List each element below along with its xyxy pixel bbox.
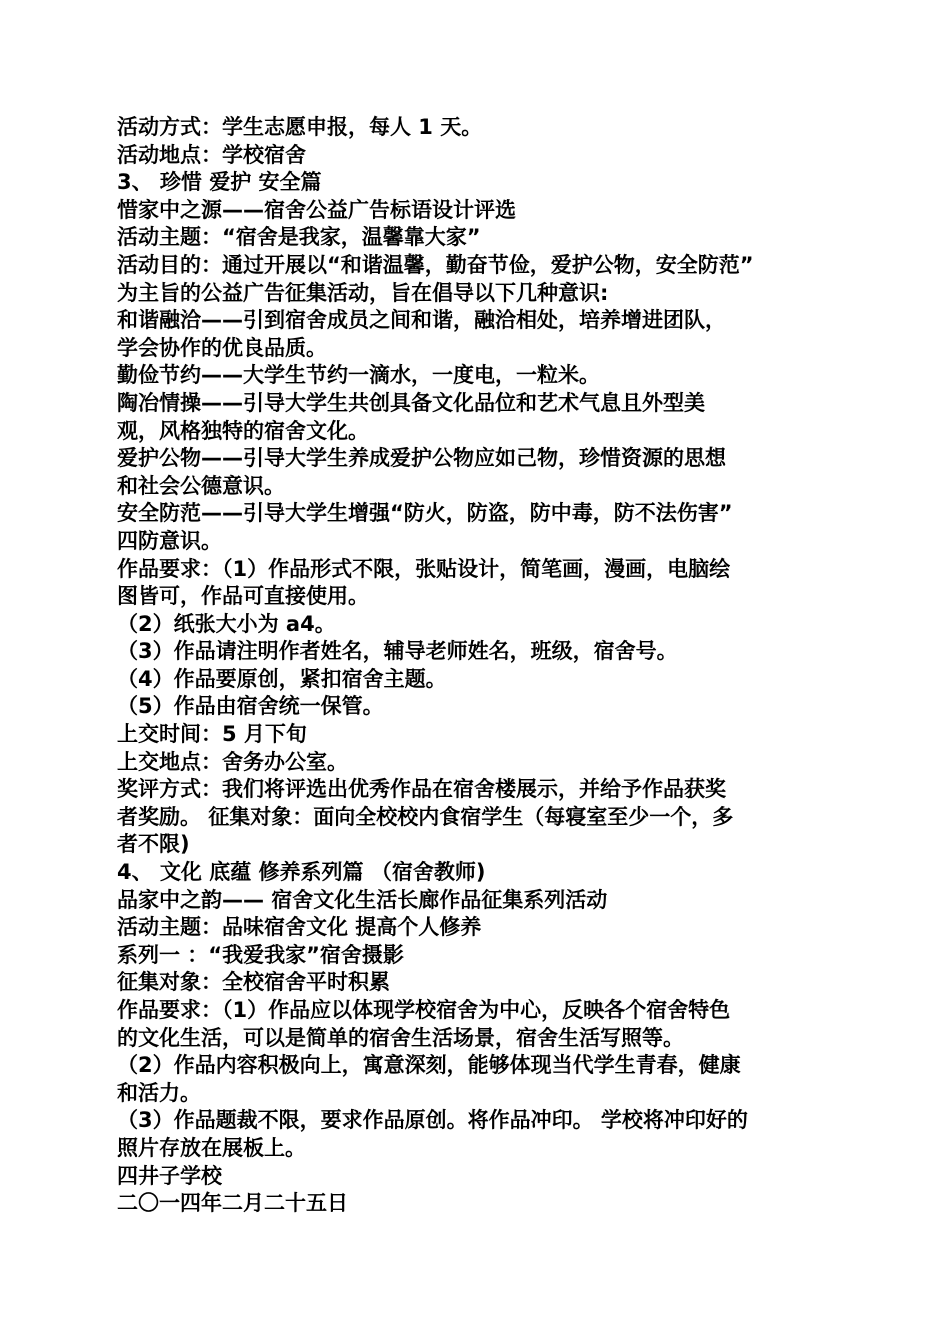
text-line: 作品要求：（1）作品应以体现学校宿舍为中心，反映各个宿舍特色 <box>117 998 731 1022</box>
text-line: 上交时间：5 月下旬 <box>117 722 307 747</box>
text-line: 活动主题：品味宿舍文化 提高个人修养 <box>117 915 482 940</box>
text-line: 学会协作的优良品质。 <box>117 335 327 360</box>
text-line: 活动主题：“宿舍是我家，温馨靠大家” <box>117 225 481 250</box>
list-item: （3）作品题裁不限，要求作品原创。将作品冲印。 学校将冲印好的 <box>117 1108 748 1133</box>
text-line: 陶冶情操——引导大学生共创具备文化品位和艺术气息且外型美 <box>117 390 705 415</box>
text-line: 照片存放在展板上。 <box>117 1135 306 1160</box>
text-line: 活动目的：通过开展以“和谐温馨，勤奋节俭，爱护公物，安全防范” <box>117 252 754 277</box>
section-heading: 3、 珍惜 爱护 安全篇 <box>117 170 322 195</box>
text-line: 品家中之韵—— 宿舍文化生活长廊作品征集系列活动 <box>117 887 608 912</box>
signature-date: 二〇一四年二月二十五日 <box>117 1191 348 1216</box>
text-line: 奖评方式：我们将评选出优秀作品在宿舍楼展示，并给予作品获奖 <box>117 777 726 802</box>
text-line: 和谐融洽——引到宿舍成员之间和谐，融洽相处，培养增进团队， <box>117 308 726 333</box>
section-heading: 4、 文化 底蕴 修养系列篇 （宿舍教师) <box>117 860 486 885</box>
list-item: （5）作品由宿舍统一保管。 <box>117 694 384 719</box>
list-item: （4）作品要原创，紧扣宿舍主题。 <box>117 666 447 691</box>
text-line: 观，风格独特的宿舍文化。 <box>117 418 369 443</box>
text-line: 惜家中之源——宿舍公益广告标语设计评选 <box>117 197 516 222</box>
text-line: 的文化生活，可以是简单的宿舍生活场景，宿舍生活写照等。 <box>117 1025 684 1050</box>
text-line: 作品要求：（1）作品形式不限，张贴设计，简笔画，漫画，电脑绘 <box>117 556 731 581</box>
list-item: （3）作品请注明作者姓名，辅导老师姓名，班级，宿舍号。 <box>117 639 678 664</box>
text-line: 爱护公物——引导大学生养成爱护公物应如己物，珍惜资源的思想 <box>117 446 726 471</box>
text-line: 和活力。 <box>117 1080 201 1105</box>
text-line: 安全防范——引导大学生增强“防火，防盗，防中毒，防不法伤害” <box>117 501 733 526</box>
list-item: （2）纸张大小为 a4。 <box>117 611 336 636</box>
text-line: 活动地点：学校宿舍 <box>117 142 306 167</box>
text-line: 者奖励。 征集对象：面向全校校内食宿学生（每寝室至少一个，多 <box>117 804 734 829</box>
text-line: 上交地点：舍务办公室。 <box>117 749 348 774</box>
text-line: 征集对象：全校宿舍平时积累 <box>117 970 390 995</box>
text-line: 活动方式：学生志愿申报，每人 1 天。 <box>117 115 483 139</box>
text-line: 图皆可，作品可直接使用。 <box>117 584 369 609</box>
text-line: 为主旨的公益广告征集活动，旨在倡导以下几种意识: <box>117 280 609 305</box>
text-line: 系列一 ：“我爱我家”宿舍摄影 <box>117 942 404 967</box>
list-item: （2）作品内容积极向上，寓意深刻，能够体现当代学生青春，健康 <box>117 1053 741 1078</box>
signature-organization: 四井子学校 <box>117 1163 222 1188</box>
text-line: 和社会公德意识。 <box>117 473 285 498</box>
document-body <box>117 114 835 1218</box>
text-line: 四防意识。 <box>117 528 222 553</box>
text-line: 者不限) <box>117 832 190 857</box>
text-line: 勤俭节约——大学生节约一滴水，一度电，一粒米。 <box>117 363 600 388</box>
